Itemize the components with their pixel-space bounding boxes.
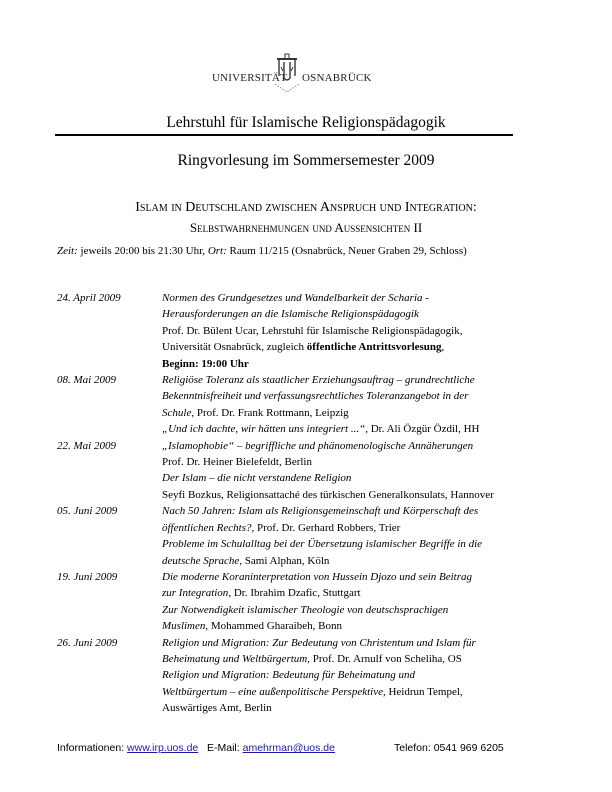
entry-description bbox=[162, 372, 587, 438]
entry-description bbox=[162, 290, 587, 372]
speaker-text: , Mohammed Gharaibeh, Bonn bbox=[205, 620, 342, 633]
lecture-title-text: Muslimen bbox=[162, 620, 206, 633]
speaker-text: , Prof. Dr. Frank Rottmann, Leipzig bbox=[191, 406, 349, 419]
university-logo bbox=[0, 52, 612, 102]
emphasis-text: öffentliche Antrittsvorlesung bbox=[306, 341, 442, 354]
lecture-title-text: Religion und Migration: Zur Bedeutung von Christentum und Islam für bbox=[162, 636, 476, 649]
entry-line bbox=[162, 635, 587, 651]
speaker-text: , Prof. Dr. Arnulf von Scheliha, OS bbox=[307, 652, 462, 665]
entry-line bbox=[162, 323, 587, 339]
speaker-text: , Dr. Ali Özgür Özdil, HH bbox=[365, 423, 480, 436]
main-title bbox=[0, 198, 612, 238]
chair-name: Lehrstuhl für Islamische Religionspädagogik bbox=[166, 114, 446, 131]
lecture-title-text: „Und ich dachte, wir hätten uns integriert ...“ bbox=[162, 423, 366, 436]
entry-line bbox=[162, 618, 587, 634]
website-link[interactable]: www.irp.uos.de bbox=[127, 742, 199, 754]
lecture-title-text: deutsche Sprache bbox=[162, 554, 240, 567]
entry-date: 08. Mai 2009 bbox=[57, 374, 116, 387]
program-list bbox=[57, 290, 587, 717]
speaker-text: , Heidrun Tempel, bbox=[382, 685, 463, 698]
speaker-text: , Sami Alphan, Köln bbox=[239, 554, 330, 567]
lecture-title-text: „Islamophobie“ – begriffliche und phänomenologische Annäherungen bbox=[162, 439, 474, 452]
email-label: E-Mail: bbox=[207, 742, 243, 754]
speaker-text: , bbox=[441, 341, 445, 354]
lecture-title-text: Bekenntnisfreiheit und verfassungsrechtliches Toleranzangebot in der bbox=[162, 390, 469, 403]
entry-line bbox=[162, 306, 587, 322]
place-value: Raum 11/215 (Osnabrück, Neuer Graben 29, Schloss) bbox=[226, 245, 467, 257]
lecture-title-text: Beheimatung und Weltbürgertum bbox=[162, 652, 308, 665]
speaker-text: Seyfi Bozkus, Religionsattaché des türkischen Generalkonsulats, Hannover bbox=[162, 488, 494, 501]
entry-date: 19. Juni 2009 bbox=[57, 570, 118, 583]
main-title-line-1: Islam in Deutschland zwischen Anspruch und Integration: bbox=[135, 200, 477, 215]
program-entry bbox=[57, 503, 587, 569]
speaker-text: Prof. Dr. Heiner Bielefeldt, Berlin bbox=[162, 456, 312, 469]
speaker-text: Prof. Dr. Bülent Ucar, Lehrstuhl für Islamische Religionspädagogik, bbox=[162, 324, 463, 337]
speaker-text: Auswärtiges Amt, Berlin bbox=[162, 702, 272, 715]
speaker-text: , Dr. Ibrahim Dzafic, Stuttgart bbox=[228, 587, 361, 600]
lecture-title-text: Normen des Grundgesetzes und Wandelbarkeit der Scharia - bbox=[162, 292, 429, 304]
lecture-title-text: Religiöse Toleranz als staatlicher Erziehungsauftrag – grundrechtliche bbox=[162, 374, 475, 387]
entry-line bbox=[162, 651, 587, 667]
entry-line bbox=[162, 585, 587, 601]
time-location-info bbox=[57, 245, 467, 257]
logo-text-left: UNIVERSITÄT bbox=[212, 72, 287, 84]
entry-line bbox=[162, 602, 587, 618]
emphasis-text: Beginn: 19:00 Uhr bbox=[162, 357, 249, 370]
program-entry bbox=[57, 372, 587, 438]
program-entry bbox=[57, 635, 587, 717]
lecture-title-text: Religion und Migration: Bedeutung für Beheimatung und bbox=[162, 669, 415, 682]
entry-line bbox=[162, 667, 587, 683]
lecture-title-text: Zur Notwendigkeit islamischer Theologie von deutschsprachigen bbox=[162, 603, 449, 616]
entry-line bbox=[162, 487, 587, 503]
entry-line bbox=[162, 421, 587, 437]
entry-line bbox=[162, 470, 587, 486]
entry-line bbox=[162, 372, 587, 388]
entry-line bbox=[162, 454, 587, 470]
entry-description bbox=[162, 503, 587, 569]
time-value: jeweils 20:00 bis 21:30 Uhr, bbox=[77, 245, 208, 257]
entry-description bbox=[162, 438, 587, 504]
phone-number: Telefon: 0541 969 6205 bbox=[394, 742, 504, 754]
entry-line bbox=[162, 553, 587, 569]
lecture-title-text: Nach 50 Jahren: Islam als Religionsgemeinschaft und Körperschaft des bbox=[162, 505, 479, 518]
entry-date: 24. April 2009 bbox=[57, 292, 121, 304]
entry-line bbox=[162, 438, 587, 454]
entry-line bbox=[162, 700, 587, 716]
horizontal-rule bbox=[55, 134, 513, 136]
lecture-title-text: Der Islam – die nicht verstandene Religion bbox=[162, 472, 352, 485]
main-title-line-2: Selbstwahrnehmungen und Außensichten II bbox=[189, 220, 423, 235]
entry-line bbox=[162, 356, 587, 372]
entry-line bbox=[162, 684, 587, 700]
program-entry bbox=[57, 290, 587, 372]
logo-text-right: OSNABRÜCK bbox=[302, 72, 372, 84]
entry-line bbox=[162, 536, 587, 552]
lecture-title-text: zur Integration bbox=[162, 587, 229, 600]
lecture-title-text: Weltbürgertum – eine außenpolitische Perspektive bbox=[162, 685, 383, 698]
lecture-title-text: Probleme im Schulalltag bei der Übersetzung islamischer Begriffe in die bbox=[162, 538, 483, 551]
entry-line bbox=[162, 503, 587, 519]
entry-line bbox=[162, 569, 587, 585]
program-entry bbox=[57, 438, 587, 504]
entry-line bbox=[162, 388, 587, 404]
lecture-title-text: öffentlichen Rechts? bbox=[162, 521, 252, 534]
speaker-text: Universität Osnabrück, zugleich bbox=[162, 341, 307, 354]
entry-date: 26. Juni 2009 bbox=[57, 636, 118, 649]
university-emblem-icon bbox=[272, 52, 302, 98]
lecture-title-text: Schule bbox=[162, 406, 192, 419]
entry-description bbox=[162, 635, 587, 717]
info-label: Informationen: bbox=[57, 742, 128, 754]
speaker-text: , Prof. Dr. Gerhard Robbers, Trier bbox=[251, 521, 401, 534]
footer bbox=[57, 742, 557, 754]
entry-date: 22. Mai 2009 bbox=[57, 439, 116, 452]
entry-description bbox=[162, 569, 587, 635]
entry-line bbox=[162, 290, 587, 306]
place-label: Ort: bbox=[207, 245, 227, 257]
lecture-title-text: Herausforderungen an die Islamische Religionspädagogik bbox=[162, 308, 419, 321]
entry-line bbox=[162, 339, 587, 355]
lecture-series-title: Ringvorlesung im Sommersemester 2009 bbox=[177, 152, 435, 169]
program-entry bbox=[57, 569, 587, 635]
entry-line bbox=[162, 520, 587, 536]
entry-date: 05. Juni 2009 bbox=[57, 505, 118, 518]
lecture-title-text: Die moderne Koraninterpretation von Hussein Djozo und sein Beitrag bbox=[162, 570, 473, 583]
time-label: Zeit: bbox=[57, 245, 78, 257]
entry-line bbox=[162, 405, 587, 421]
email-link[interactable]: amehrman@uos.de bbox=[242, 742, 335, 754]
